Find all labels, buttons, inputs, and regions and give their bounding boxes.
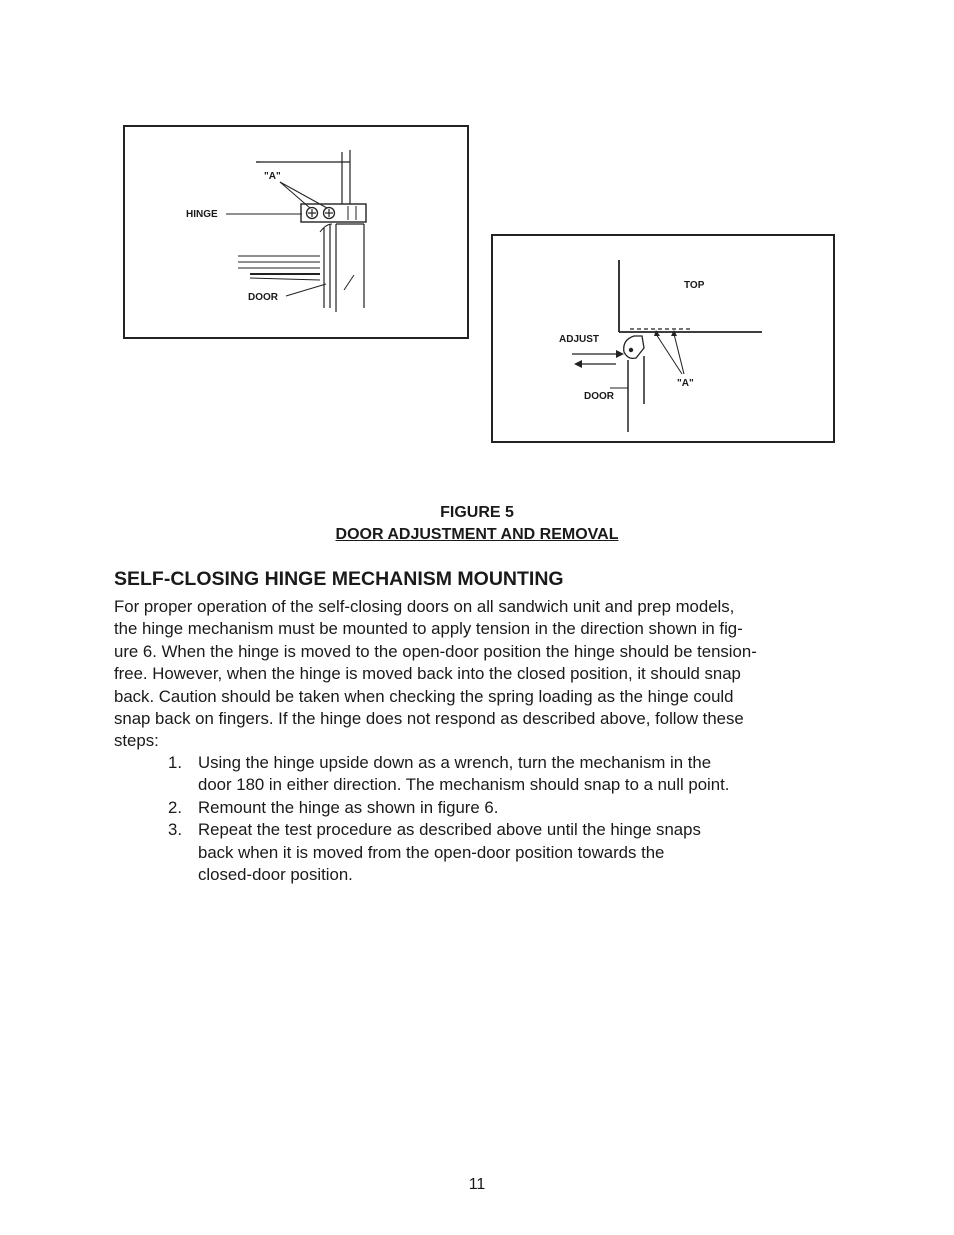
figure-left-frame	[124, 126, 468, 338]
figure-left-hinge-diagram	[120, 120, 472, 340]
figure-subtitle: DOOR ADJUSTMENT AND REMOVAL	[335, 526, 619, 543]
body-line: steps:	[114, 731, 159, 751]
section-heading: SELF-CLOSING HINGE MECHANISM MOUNTING	[114, 568, 564, 590]
hinge-body	[624, 336, 644, 358]
step-number: 1.	[168, 753, 182, 772]
body-line: free. However, when the hinge is moved back into the closed position, it should snap	[114, 664, 741, 684]
list-item	[168, 752, 828, 797]
body-line: snap back on fingers. If the hinge does not respond as described above, follow these	[114, 709, 744, 729]
arrow-left-icon	[574, 360, 616, 368]
label-a: "A"	[264, 171, 281, 182]
label-door-right: DOOR	[584, 391, 614, 402]
label-adjust: ADJUST	[559, 334, 600, 345]
label-top: TOP	[684, 280, 705, 291]
step-line: closed-door position.	[198, 865, 353, 885]
step-number: 2.	[168, 797, 182, 817]
step-line: Using the hinge upside down as a wrench, turn the mechanism in the	[198, 753, 712, 772]
screw-icon	[324, 208, 335, 219]
body-paragraph	[114, 596, 854, 753]
step-number: 3.	[168, 820, 182, 840]
figure-right-adjust-diagram	[484, 226, 840, 452]
step-line: Repeat the test procedure as described above until the hinge snaps	[198, 820, 701, 840]
body-line: For proper operation of the self-closing doors on all sandwich unit and prep models,	[114, 597, 735, 616]
label-door: DOOR	[248, 292, 278, 303]
label-a-right: "A"	[677, 378, 694, 389]
step-line: door 180 in either direction. The mechanism should snap to a null point.	[198, 775, 730, 795]
body-line: back. Caution should be taken when checking the spring loading as the hinge could	[114, 686, 734, 706]
body-line: ure 6. When the hinge is moved to the open-door position the hinge should be tension-	[114, 641, 757, 661]
figure-right-frame	[492, 235, 834, 442]
page-number: 11	[468, 1176, 486, 1193]
list-item	[168, 797, 828, 819]
screw-icon	[307, 208, 318, 219]
label-hinge: HINGE	[186, 209, 218, 220]
arrow-right-icon	[572, 350, 624, 358]
body-line: the hinge mechanism must be mounted to apply tension in the direction shown in fig-	[114, 619, 743, 639]
list-item	[168, 819, 828, 886]
figure-caption	[0, 502, 954, 546]
figure-title: FIGURE 5	[440, 504, 514, 521]
step-line: Remount the hinge as shown in figure 6.	[198, 797, 499, 817]
steps-list	[168, 752, 828, 886]
step-line: back when it is moved from the open-door position towards the	[198, 842, 665, 862]
